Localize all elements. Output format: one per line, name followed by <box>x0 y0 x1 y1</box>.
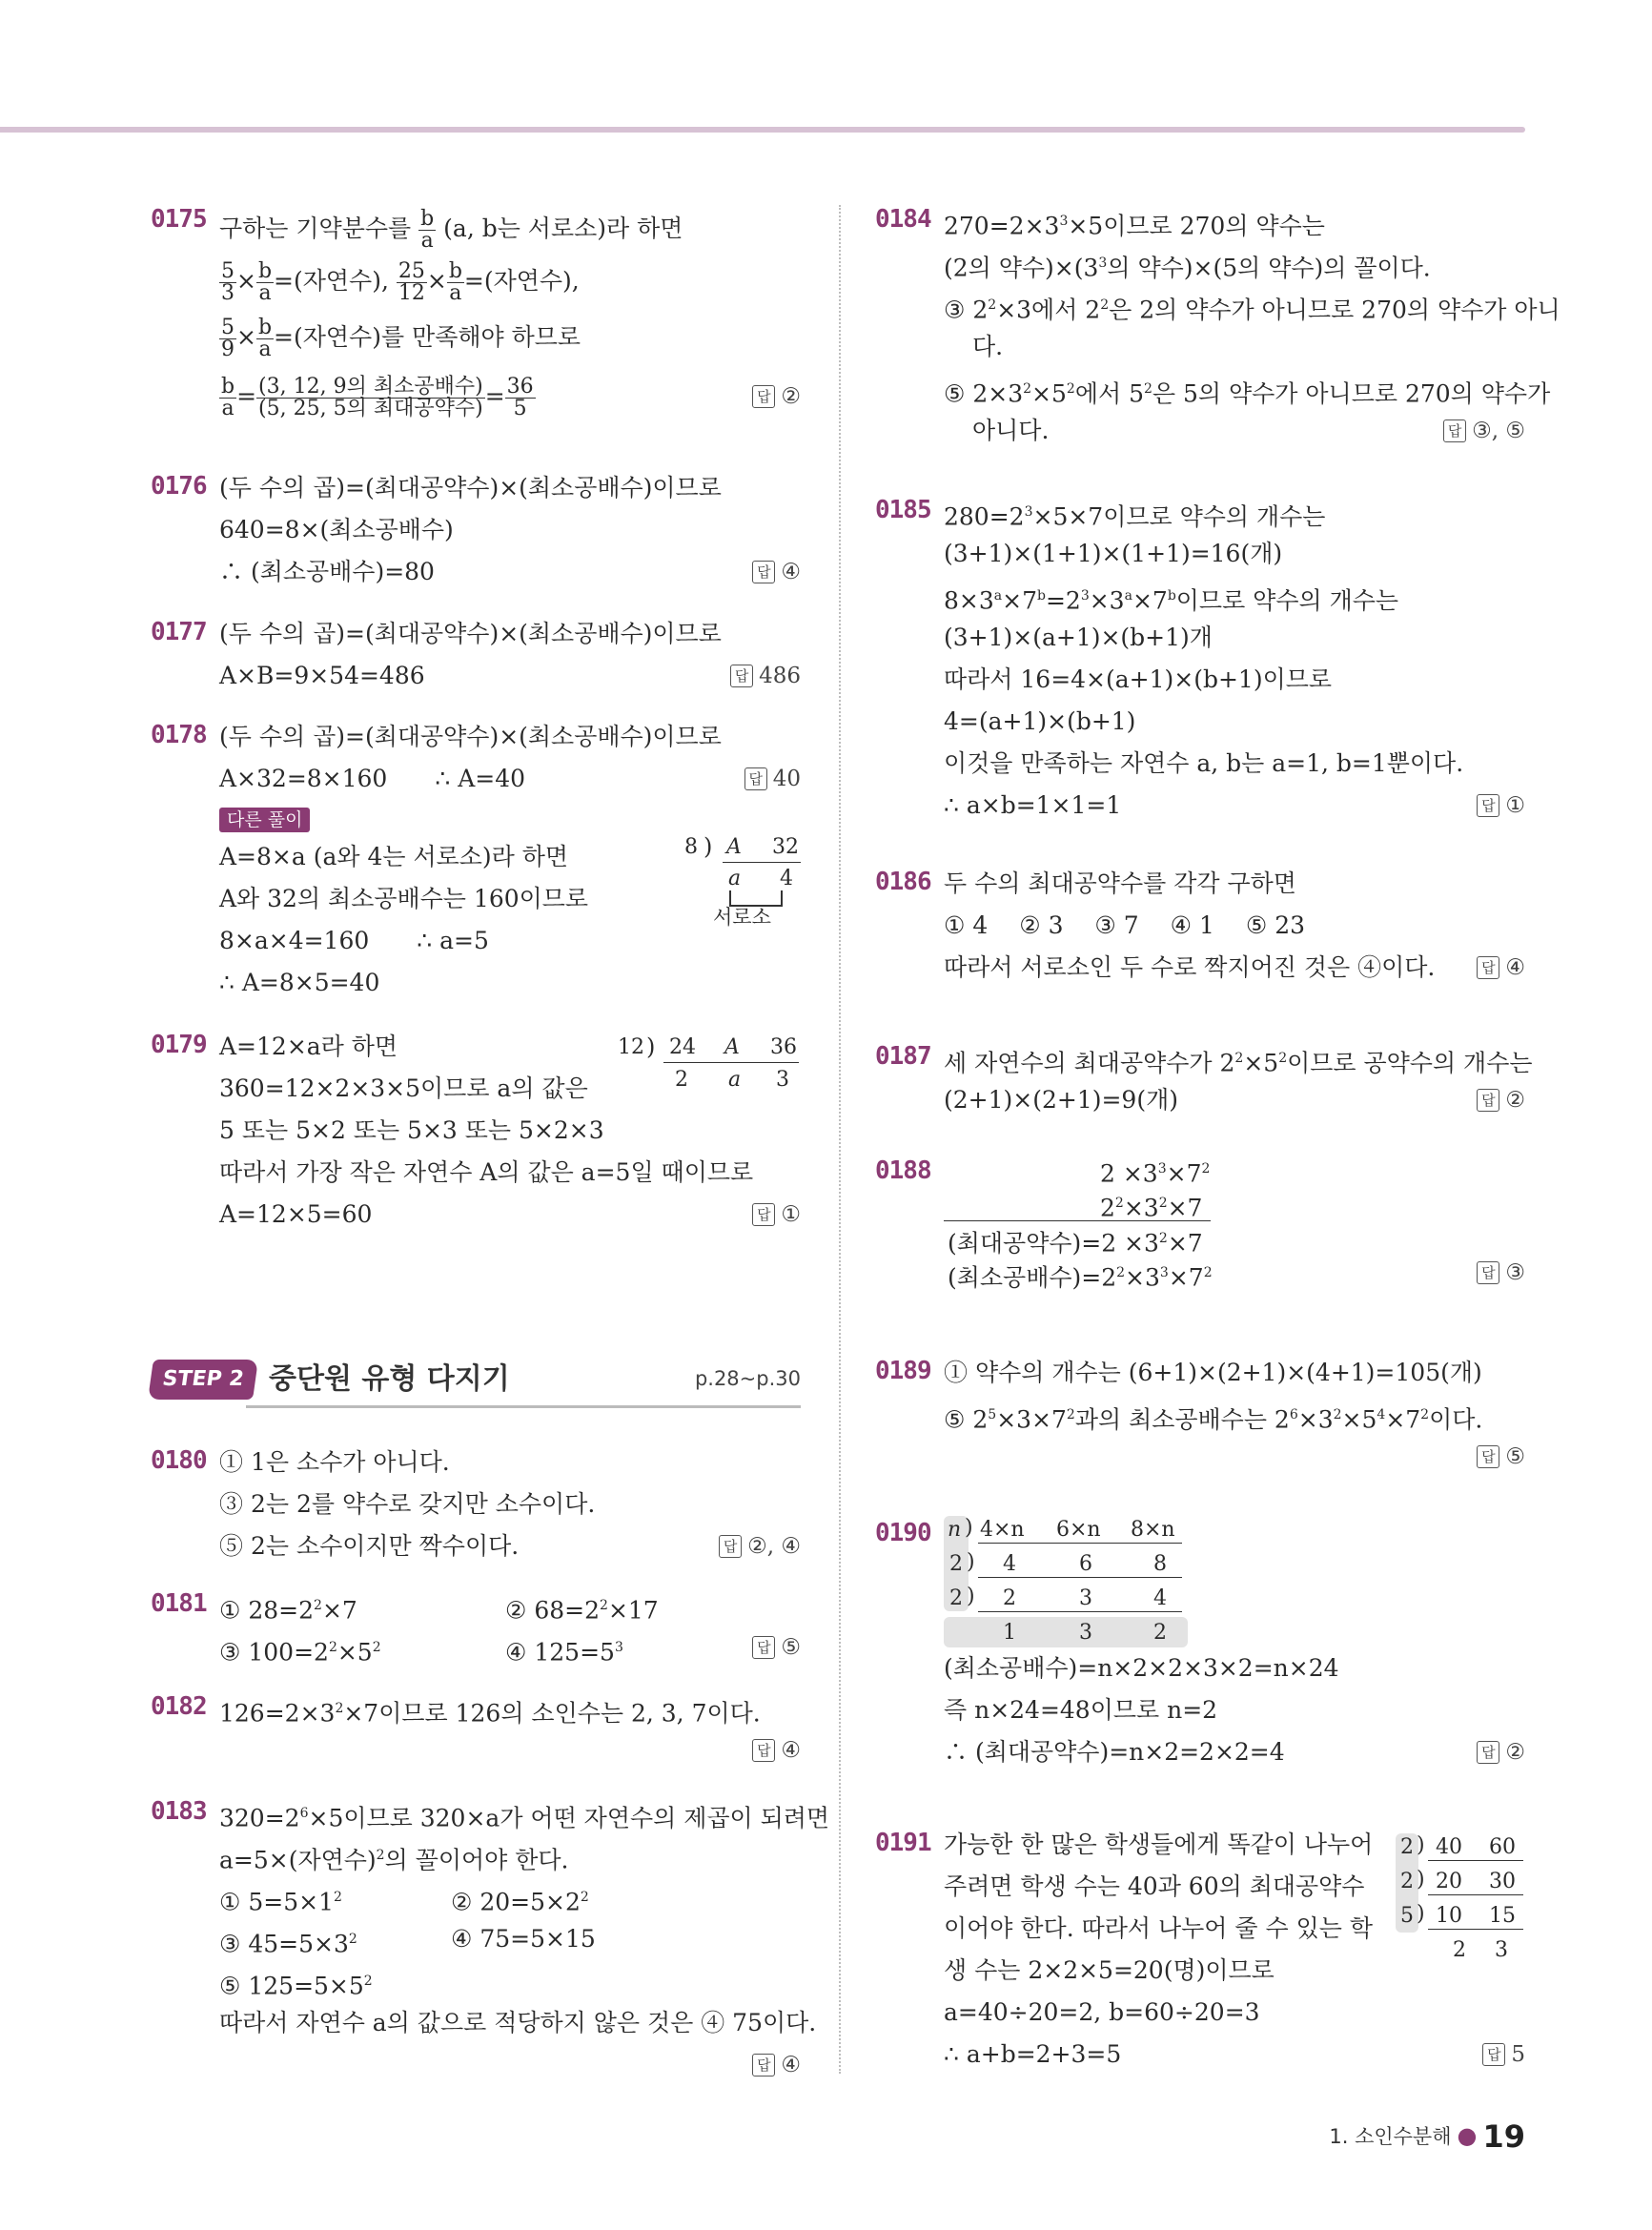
problem-0190 <box>875 1514 1525 1824</box>
page-footer: 1. 소인수분해 ● 19 <box>1329 2118 1525 2155</box>
text: ① 1은 소수가 아니다. <box>219 1448 450 1476</box>
answer: 답 ④ <box>752 1729 801 1771</box>
division-ladder: n ) 4×n 6×n 8×n 2 ) 4 6 8 2 ) 2 3 4 1 3 2 <box>946 1514 1193 1647</box>
problem-number: 0185 <box>875 496 931 524</box>
text: ∴ A=8×5=40 <box>219 969 380 996</box>
text: ×7이므로 126의 소인수는 2, 3, 7이다. <box>343 1699 761 1728</box>
fraction: $\frac{b}{a}$ <box>448 259 462 305</box>
right-column <box>875 200 1560 2091</box>
text: (두 수의 곱)=(최대공약수)×(최소공배수)이므로 <box>219 474 722 501</box>
answer: 답 ② <box>1477 1731 1525 1773</box>
section-underline <box>246 1405 801 1408</box>
text: ×5 <box>1031 379 1067 408</box>
text: 640=8×(최소공배수) <box>219 516 454 543</box>
problem-number: 0176 <box>151 472 207 501</box>
text: =(자연수), <box>463 267 580 295</box>
text: A=12×a라 하면 <box>219 1033 398 1060</box>
text: 따라서 서로소인 두 수로 짝지어진 것은 ④이다. <box>944 953 1436 981</box>
text: (a, b는 서로소)라 하면 <box>443 215 683 242</box>
problem-0175: 0175 구하는 기약분수를 $\frac{b}{a}$ (a, b는 서로소)라 하면 $\frac{5}{3}$ × $\frac{b}{a}$ =(자연수), $\frac{25}{12}$ × $\frac{b}{a}$ =(자연수), $\frac{5}{9}$ × $\frac{b}{a}$ =(자연수)를 만족해야 하므로 $\frac{b}{a}$ = $\frac{\text{(3, 12, 9의 최소공배수)}}{\text{(5, 25, 5의 최대공약수)}}$ = $\frac{36}{5}$ 답 ② <box>151 205 801 467</box>
text: 270=2×3 <box>944 212 1060 240</box>
text: (3+1)×(a+1)×(b+1)개 <box>944 624 1213 651</box>
problem-number: 0180 <box>151 1446 207 1475</box>
gcd-row: (최대공약수)=2 ×3 <box>948 1229 1159 1258</box>
text: 따라서 가장 작은 자연수 A의 값은 a=5일 때이므로 <box>219 1158 754 1186</box>
top-decorative-bar <box>0 127 1525 133</box>
option: ① 28=2 <box>219 1596 315 1625</box>
text: 에서 5 <box>1074 379 1144 408</box>
option: ② 68=2 <box>505 1596 601 1625</box>
problem-number: 0191 <box>875 1829 931 1857</box>
problem-0178 <box>151 716 801 1026</box>
text: (두 수의 곱)=(최대공약수)×(최소공배수)이므로 <box>219 620 722 647</box>
text: (최소공배수)=n×2×2×3×2=n×24 <box>944 1654 1339 1682</box>
fraction: $\frac{25}{12}$ <box>398 259 425 305</box>
problem-0183: 0183 $320=2^6\times 5$이므로 320×a가 어떤 자연수의 제곱이 되려면 a=5×(자연수)$^2$의 꼴이어야 한다. ① $5=5\times 1^2$ ② $20=5\times 2^2$ ③ $45=5\times 3^2$ ④ 75=5×15 ⑤ $125=5\times 5^2$ 따라서 자연수 a의 값으로 적당하지 않은 것은 ④ 75이다. 답 ④ <box>151 1792 801 2107</box>
problem-0188: 0188 $2 \times 3^3\times 7^2$ $2^2\times 3^2\times 7$ (최대공약수)$=2 \times 3^2\times 7$ (최소공배수)$=2^2\times 3^3\times 7^2$ 답 ③ <box>875 1156 1525 1292</box>
text: 세 자연수의 최대공약수가 2 <box>944 1049 1235 1077</box>
option: ③ 100=2 <box>219 1638 329 1667</box>
text: ⑤ 2×3 <box>944 379 1024 408</box>
answer: 답 486 <box>730 655 801 697</box>
problem-0191 <box>875 1824 1525 2091</box>
answer: 답 ⑤ <box>752 1626 801 1668</box>
text: 은 2의 약수가 아니므로 270의 약수가 아니 <box>1109 296 1560 324</box>
text: 생 수는 2×2×5=20(명)이므로 <box>944 1956 1275 1984</box>
text: 주려면 학생 수는 40과 60의 최대공약수 <box>944 1872 1365 1900</box>
column-divider <box>839 205 841 2074</box>
option: ② 20=5×2 <box>451 1888 581 1916</box>
lcm-row: (최소공배수)=2 <box>948 1263 1117 1292</box>
text: 8×a×4=160 <box>219 927 370 954</box>
text: ∴ a=5 <box>417 927 489 954</box>
left-column <box>151 205 801 1245</box>
answer: 답 5 <box>1482 2034 1525 2076</box>
text: 은 5의 약수가 아니므로 270의 약수가 <box>1152 379 1551 408</box>
problem-number: 0182 <box>151 1692 207 1721</box>
text: (두 수의 곱)=(최대공약수)×(최소공배수)이므로 <box>219 723 722 750</box>
text: ×5이므로 270의 약수는 <box>1068 212 1325 240</box>
problem-0184: 0184 $270=2\times 3^3\times 5$이므로 270의 약수는 (2의 약수)$\times(3^3$의 약수)×(5의 약수)의 꼴이다. ③ $2^2\times 3$에서 $2^2$은 2의 약수가 아니므로 270의 약수가 아니 다. ⑤ $2\times 3^2\times 5^2$에서 $5^2$은 5의 약수가 아니므로 270의 약수가 아니다. 답 ③, ⑤ <box>875 200 1525 491</box>
problem-number: 0175 <box>151 205 207 234</box>
text: ×5×7이므로 약수의 개수는 <box>1032 502 1326 531</box>
page-range: p.28~p.30 <box>694 1367 801 1390</box>
text: 따라서 자연수 a의 값으로 적당하지 않은 것은 ④ 75이다. <box>219 2009 817 2036</box>
answer: 답 ① <box>752 1194 801 1236</box>
text: 가능한 한 많은 학생들에게 똑같이 나누어 <box>944 1831 1374 1858</box>
problem-number: 0187 <box>875 1042 931 1071</box>
fraction: $\frac{b}{a}$ <box>221 375 235 420</box>
problem-number: 0184 <box>875 205 931 234</box>
fraction: $\frac{5}{3}$ <box>221 259 235 305</box>
text: =(자연수), <box>274 267 389 295</box>
text: ③ 2 <box>944 296 989 324</box>
problem-number: 0181 <box>151 1589 207 1618</box>
text: A=12×5=60 <box>219 1200 373 1228</box>
text: ① 4 ② 3 ③ 7 ④ 1 ⑤ 23 <box>944 911 1306 939</box>
fraction-lcm-over-gcd: $\frac{\text{(3, 12, 9의 최소공배수)}}{\text{(5, 25, 5의 최대공약수)}}$ <box>258 375 483 420</box>
answer: 답 ③, ⑤ <box>1443 410 1525 452</box>
answer: 답 ④ <box>752 551 801 593</box>
fraction: $\frac{b}{a}$ <box>257 316 273 361</box>
text: 5 또는 5×2 또는 5×3 또는 5×2×3 <box>219 1116 604 1144</box>
text: 즉 n×24=48이므로 n=2 <box>944 1696 1218 1724</box>
text: ×3에서 2 <box>996 296 1101 324</box>
answer: 답 40 <box>744 758 801 800</box>
text: 구하는 기약분수를 <box>219 215 412 242</box>
option: ① 5=5×1 <box>219 1888 334 1916</box>
problem-0186 <box>875 863 1525 1037</box>
text: (2의 약수)×(3 <box>944 254 1099 282</box>
text: ∴ (최대공약수)=n×2=2×2=4 <box>944 1738 1285 1766</box>
option: ⑤ 125=5×5 <box>219 1972 364 2000</box>
text: ③ 2는 2를 약수로 갖지만 소수이다. <box>219 1490 596 1518</box>
problem-0179 <box>151 1026 801 1245</box>
text: 이것을 만족하는 자연수 a, b는 a=1, b=1뿐이다. <box>944 749 1464 777</box>
problem-0182: 0182 $126=2\times 3^2\times 7$이므로 126의 소인수는 2, 3, 7이다. 답 ④ <box>151 1688 801 1792</box>
text: 의 꼴이어야 한다. <box>384 1846 569 1874</box>
answer: 답 ④ <box>752 2044 801 2086</box>
step-badge: STEP 2 <box>148 1360 258 1400</box>
problem-0187: 0187 세 자연수의 최대공약수가 $2^2\times 5^2$이므로 공약수의 개수는 (2+1)×(2+1)=9(개) 답 ② <box>875 1037 1525 1152</box>
division-diagram: 8 ) A 32 a 4 서로소 <box>684 833 799 929</box>
fraction: $\frac{36}{5}$ <box>506 375 534 420</box>
section-name: 1. 소인수분해 <box>1329 2125 1452 2148</box>
text: ×5이므로 320×a가 어떤 자연수의 제곱이 되려면 <box>308 1804 830 1832</box>
problem-number: 0177 <box>151 618 207 646</box>
text: 두 수의 최대공약수를 각각 구하면 <box>944 869 1296 897</box>
problem-number: 0178 <box>151 721 207 749</box>
text: A×B=9×54=486 <box>219 662 425 689</box>
section-header <box>151 1354 801 1411</box>
problem-number: 0179 <box>151 1031 207 1059</box>
text: 아니다. <box>972 417 1050 444</box>
division-ladder: 2 ) 40 60 2 ) 20 30 5 ) 10 15 2 3 <box>1397 1831 1525 1965</box>
fraction: $\frac{5}{9}$ <box>221 316 235 361</box>
text: ∴ a×b=1×1=1 <box>944 791 1122 819</box>
text: (2+1)×(2+1)=9(개) <box>944 1086 1178 1114</box>
text: a=5×(자연수) <box>219 1846 377 1874</box>
text: ⑤ 2는 소수이지만 짝수이다. <box>219 1532 520 1560</box>
text: 다. <box>972 333 1004 360</box>
text: 126=2×3 <box>219 1699 336 1728</box>
answer: 답 ① <box>1477 785 1525 827</box>
row: 2 <box>1100 1194 1115 1222</box>
problem-0177 <box>151 613 801 716</box>
fraction: $\frac{b}{a}$ <box>257 259 273 305</box>
text: 따라서 16=4×(a+1)×(b+1)이므로 <box>944 665 1333 693</box>
problem-0189: 0189 ① 약수의 개수는 (6+1)×(2+1)×(4+1)=105(개) ⑤ $2^5\times 3\times 7^2$과의 최소공배수는 $2^6\times 3^2\times 5^4\times 7^2$이다. 답 ⑤ <box>875 1352 1525 1514</box>
problem-number: 0186 <box>875 868 931 896</box>
problem-0176 <box>151 467 801 613</box>
answer: 답 ⑤ <box>1477 1436 1525 1478</box>
problem-0185: 0185 $280=2^3\times 5\times 7$이므로 약수의 개수는 (3+1)×(1+1)×(1+1)=16(개) $8\times 3^a\times 7^b=2^3\times 3^a\times 7^b$이므로 약수의 개수는 (3+1)×(a+1)×(b+1)개 따라서 16=4×(a+1)×(b+1)이므로 4=(a+1)×(b+1) 이것을 만족하는 자연수 a, b는 a=1, b=1뿐이다. ∴ a×b=1×1=1 답 ① <box>875 491 1525 863</box>
row: 2 ×3 <box>1100 1159 1158 1188</box>
answer: 답 ③ <box>1477 1256 1525 1290</box>
problem-number: 0189 <box>875 1357 931 1385</box>
section-title: 중단원 유형 다지기 <box>269 1362 510 1396</box>
answer: 답 ②, ④ <box>719 1525 801 1567</box>
problem-number: 0183 <box>151 1797 207 1826</box>
text: (3+1)×(1+1)×(1+1)=16(개) <box>944 540 1283 567</box>
division-diagram: 12 ) 24 A 36 2 a 3 <box>618 1033 797 1092</box>
text: a=40÷20=2, b=60÷20=3 <box>944 1998 1260 2026</box>
problem-0180 <box>151 1442 801 1585</box>
page-number: 19 <box>1482 2118 1525 2155</box>
text: A×32=8×160 <box>219 765 388 792</box>
text: 320=2 <box>219 1804 300 1832</box>
alternative-solution-tag: 다른 풀이 <box>219 808 310 832</box>
answer: 답 ② <box>752 365 801 428</box>
text: 360=12×2×3×5이므로 a의 값은 <box>219 1074 588 1102</box>
text: ① 약수의 개수는 (6+1)×(2+1)×(4+1)=105(개) <box>944 1359 1482 1386</box>
problem-0181: 0181 ① $28=2^2\times 7$ ② $68=2^2\times 17$ ③ $100=2^2\times 5^2$ ④ $125=5^3$ 답 ⑤ <box>151 1585 801 1688</box>
text: ⑤ 2 <box>944 1405 989 1434</box>
problem-number: 0190 <box>875 1519 931 1547</box>
text: ∴ A=40 <box>435 765 526 792</box>
option: ④ 75=5×15 <box>451 1925 596 1953</box>
text: ∴ a+b=2+3=5 <box>944 2040 1122 2068</box>
text: 280=2 <box>944 502 1025 531</box>
text: A와 32의 최소공배수는 160이므로 <box>219 885 589 912</box>
text: A=8×a (a와 4는 서로소)라 하면 <box>219 843 569 870</box>
left-column-lower <box>151 1442 830 2107</box>
answer: 답 ② <box>1477 1079 1525 1121</box>
text: =(자연수)를 만족해야 하므로 <box>274 323 581 351</box>
text: 4=(a+1)×(b+1) <box>944 707 1136 735</box>
text: 이어야 한다. 따라서 나누어 줄 수 있는 학 <box>944 1914 1373 1942</box>
text: 8×3 <box>944 586 994 615</box>
problem-number: 0188 <box>875 1156 931 1185</box>
answer: 답 ④ <box>1477 947 1525 989</box>
text: 의 약수)×(5의 약수)의 꼴이다. <box>1107 254 1431 282</box>
fraction-b-over-a: $\frac{b}{a}$ <box>420 207 435 253</box>
text: ∴ (최소공배수)=80 <box>219 558 435 585</box>
option: ③ 45=5×3 <box>219 1930 349 1958</box>
option: ④ 125=5 <box>505 1638 615 1667</box>
